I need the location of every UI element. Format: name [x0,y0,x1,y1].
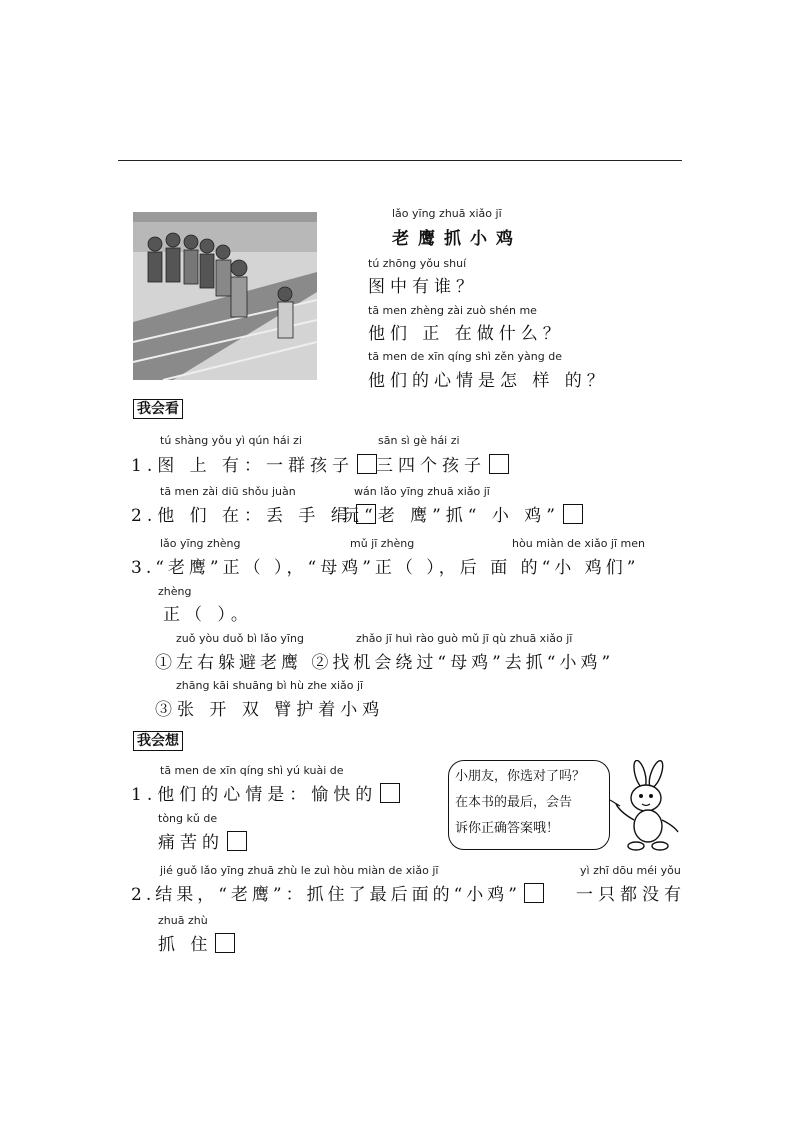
option-pinyin-3: zhāng kāi shuāng bì hù zhe xiǎo jī [176,679,364,692]
think-item2-pinyin-c: zhuā zhù [158,914,208,927]
look-item1-pinyin-a: tú shàng yǒu yì qún hái zi [160,434,302,447]
option-pinyin-2: zhǎo jī huì rào guò mǔ jī qù zhuā xiǎo jī [356,632,573,645]
checkbox-eagle-chicks[interactable] [563,504,583,524]
think-item2-option-b: 一只都没有 [576,885,686,905]
bubble-line-1: 小朋友，你选对了吗？ [455,769,586,784]
think-item2-option-a: 2.结果，“老鹰”：抓住了最后面的“小鸡” [131,880,544,905]
look-item2-pinyin-a: tā men zài diū shǒu juàn [160,485,296,498]
think-item2-pinyin: jié guǒ lǎo yīng zhuā zhù le zuì hòu miàn de xiǎo jī [160,864,439,877]
options-line-2: ③张 开 双 臂护着小鸡 [155,700,385,720]
look-item2-option-b: 玩“老 鹰”抓“ 小 鸡” [342,501,583,526]
checkbox-few-children[interactable] [489,454,509,474]
think-item1-option-a: 1.他们的心情是：愉快的 [131,780,400,805]
look-item3-pinyin-2: mǔ jī zhèng [350,537,415,550]
title-pinyin: lǎo yīng zhuā xiǎo jī [392,207,502,220]
question-2: 他们 正 在做什么？ [368,324,565,344]
section-think-label: 我会想 [133,731,183,751]
checkbox-caught[interactable] [524,883,544,903]
page-title: 老鹰抓小鸡 [392,229,522,249]
top-rule [118,160,682,161]
checkbox-painful[interactable] [227,831,247,851]
look-item3-text-cont: 正（ ）。 [163,605,253,625]
look-item3-text: 3.“老鹰”正（ ），“母鸡”正（ ），后 面 的“小 鸡们” [131,558,640,578]
look-item3-pinyin-3: hòu miàn de xiǎo jī men [512,537,645,550]
question-1: 图中有谁？ [368,277,478,297]
look-item1-pinyin-b: sān sì gè hái zi [378,434,460,447]
think-item2-pinyin-b: yì zhī dōu méi yǒu [580,864,681,877]
illustration-children-playing [133,212,317,380]
think-item2-option-c: 抓 住 [158,930,235,955]
speech-bubble [448,760,610,850]
think-item1-pinyin-b: tòng kǔ de [158,812,218,825]
bubble-line-3: 诉你正确答案哦！ [455,821,560,836]
question-3-pinyin: tā men de xīn qíng shì zěn yàng de [368,350,562,363]
look-item1-option-b: 三四个孩子 [376,451,509,476]
look-item2-pinyin-b: wán lǎo yīng zhuā xiǎo jī [354,485,490,498]
look-item2-option-a: 2.他 们 在：丢 手 绢 [131,501,376,526]
option-pinyin-1: zuǒ yòu duǒ bì lǎo yīng [176,632,304,645]
question-2-pinyin: tā men zhèng zài zuò shén me [368,304,537,317]
checkbox-happy[interactable] [380,783,400,803]
question-1-pinyin: tú zhōng yǒu shuí [368,257,467,270]
bunny-mascot-icon [606,760,686,852]
look-item3-pinyin-1: lǎo yīng zhèng [160,537,241,550]
think-item1-pinyin: tā men de xīn qíng shì yú kuài de [160,764,344,777]
question-3: 他们的心情是怎 样 的？ [368,371,609,391]
look-item3-pinyin-cont: zhèng [158,585,192,598]
look-item1-option-a: 1.图 上 有：一群孩子 [131,451,377,476]
section-look-label: 我会看 [133,399,183,419]
options-line-1: ①左右躲避老鹰 ②找机会绕过“母鸡”去抓“小鸡” [155,653,615,673]
think-item1-option-b: 痛苦的 [158,828,247,853]
checkbox-caught-none[interactable] [215,933,235,953]
bubble-line-2: 在本书的最后，会告 [455,795,573,810]
checkbox-one-group[interactable] [357,454,377,474]
